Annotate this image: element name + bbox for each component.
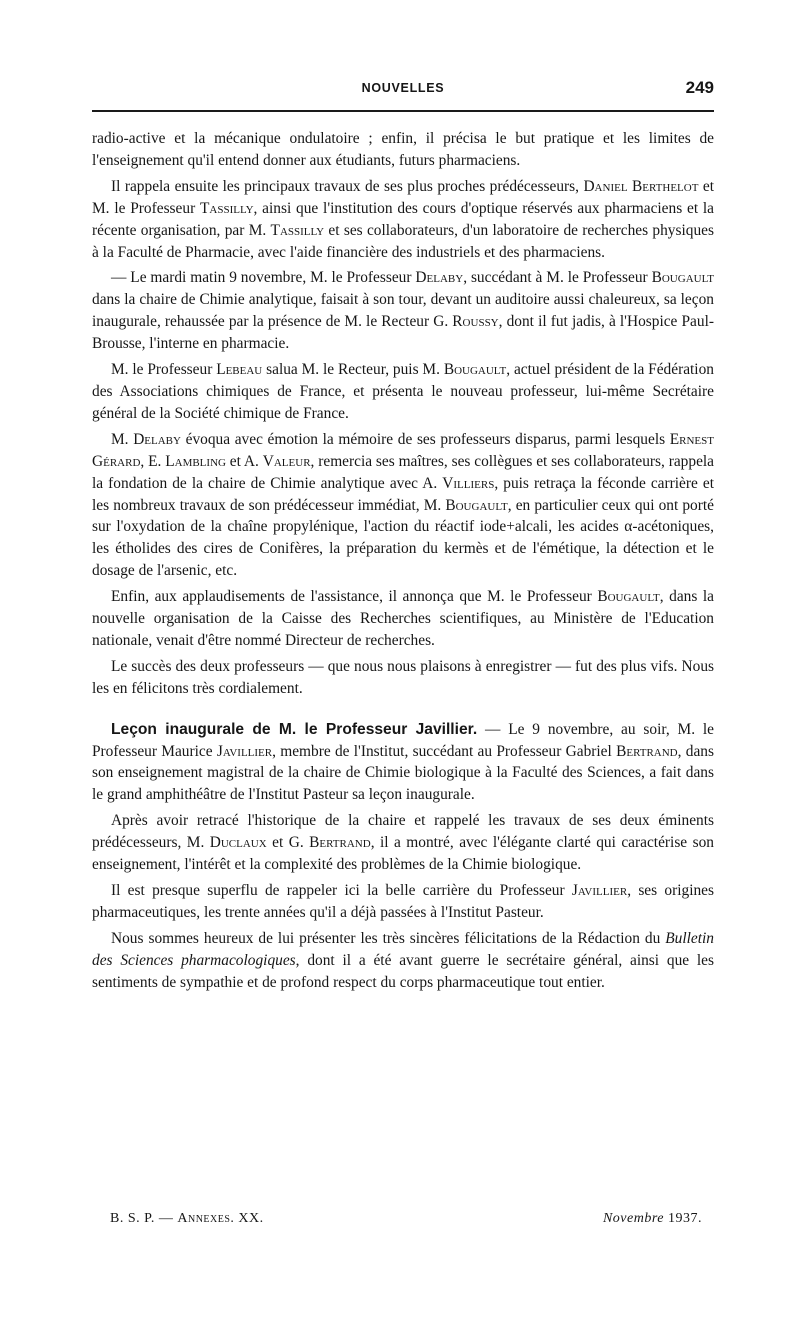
paragraph: Il rappela ensuite les principaux travaux de ses plus proches prédécesseurs, Daniel Berthelot et M. le Professeur Tassilly, ainsi que l'institution des cours d'optique réservés aux pharmaciens et la récente organisation, par M. Tassilly et ses collaborateurs, d'un laboratoire de recherches physiques à la Faculté de Pharmacie, avec l'aide financière des industriels et des pharmaciens. <box>92 177 714 261</box>
person-name: Daniel Berthelot <box>583 177 699 195</box>
paragraph: — Le mardi matin 9 novembre, M. le Professeur Delaby, succédant à M. le Professeur Bougault dans la chaire de Chimie analytique, faisait à son tour, devant un auditoire aussi chaleureux, sa leçon inaugurale, rehaussée par la présence de M. le Recteur G. Roussy, dont il fut jadis, à l'Hospice Paul-Brousse, l'interne en pharmacie. <box>92 269 715 353</box>
body-text <box>92 128 714 998</box>
paragraph: radio-active et la mécanique ondulatoire ; enfin, il précisa le but pratique et les limites de l'enseignement qu'il entend donner aux étudiants, futurs pharmaciens. <box>92 130 714 169</box>
person-name: Bougault <box>445 496 508 514</box>
page-header <box>92 78 714 103</box>
paragraph: Le succès des deux professeurs — que nous nous plaisons à enregistrer — fut des plus vifs. Nous les en félicitons très cordialement. <box>92 657 714 697</box>
person-name: Delaby <box>415 269 464 287</box>
person-name: Tassilly <box>270 221 325 239</box>
paragraph: Enfin, aux applaudisements de l'assistance, il annonça que M. le Professeur Bougault, dans la nouvelle organisation de la Caisse des Recherches scientifiques, au Ministère de l'Education nationale, venait d'être nommé Directeur de recherches. <box>92 588 714 649</box>
person-name: Javillier <box>216 742 273 760</box>
page-footer <box>92 1211 714 1231</box>
person-name: Bougault <box>443 361 507 379</box>
header-rule <box>92 110 714 112</box>
person-name: Valeur <box>262 452 311 470</box>
person-name: Bertrand <box>309 834 371 852</box>
publication-title: Bulletin des Sciences pharmacologiques <box>92 929 714 969</box>
paragraph: Il est presque superflu de rappeler ici la belle carrière du Professeur Javillier, ses origines pharmaceutiques, les trente années qu'il a déjà passées à l'Institut Pasteur. <box>92 882 715 921</box>
person-name: Roussy <box>452 313 499 331</box>
issue-date: Novembre 1937. <box>602 1211 702 1226</box>
paragraph: Nous sommes heureux de lui présenter les très sincères félicitations de la Rédaction du Bulletin des Sciences pharmacologiques, dont il a été avant guerre le secrétaire général, ainsi que les sentiments de sympathie et de profond respect du corps pharmaceutique tout entier. <box>92 929 714 991</box>
page-number: 249 <box>685 78 714 97</box>
article-headline: Leçon inaugurale de M. le Professeur Javillier. <box>111 720 478 738</box>
person-name: Bertrand <box>616 742 678 760</box>
paragraph: M. le Professeur Lebeau salua M. le Recteur, puis M. Bougault, actuel président de la Fédération des Associations chimiques de France, et présenta le nouveau professeur, lui-même Secrétaire général de la Société chimique de France. <box>92 361 714 422</box>
person-name: Delaby <box>133 430 181 448</box>
person-name: Lambling <box>165 452 226 470</box>
person-name: Ernest Gérard <box>92 430 714 470</box>
paragraph: M. Delaby évoqua avec émotion la mémoire de ses professeurs disparus, parmi lesquels Ernest Gérard, E. Lambling et A. Valeur, remercia ses maîtres, ses collègues et ses collaborateurs, rappela la fondation de la chaire de Chimie analytique avec A. Villiers, puis retraça la féconde carrière et les nombreux travaux de son prédécesseur immédiat, M. Bougault, en particulier ceux qui ont porté sur l'oxydation de la chaîne propylénique, l'action du réactif iode+alcali, les acides α-acétoniques, les étholides des cires de Conifères, la préparation du kermès et de l'émétique, la détection et le dosage de l'arsenic, etc. <box>92 430 715 580</box>
running-title: NOUVELLES <box>361 81 445 95</box>
person-name: Javillier <box>571 882 628 899</box>
person-name: Tassilly <box>200 199 254 217</box>
person-name: Lebeau <box>216 361 263 379</box>
person-name: Bougault <box>651 269 715 287</box>
journal-reference: B. S. P. — Annexes. XX. <box>110 1211 264 1226</box>
paragraph: Leçon inaugurale de M. le Professeur Javillier. — Le 9 novembre, au soir, M. le Professeur Maurice Javillier, membre de l'Institut, succédant au Professeur Gabriel Bertrand, dans son enseignement magistral de la chaire de Chimie biologique à la Faculté des Sciences, a fait dans le grand amphithéâtre de l'Institut Pasteur sa leçon inaugurale. <box>92 720 714 804</box>
person-name: Duclaux <box>209 834 267 852</box>
person-name: Bougault <box>597 588 660 606</box>
paragraph: Après avoir retracé l'historique de la chaire et rappelé les travaux de ses deux éminents prédécesseurs, M. Duclaux et G. Bertrand, il a montré, avec l'élégante clarté qui caractérise son enseignement, l'intérêt et la complexité des problèmes de la Chimie biologique. <box>92 812 714 874</box>
person-name: Villiers <box>442 474 495 492</box>
